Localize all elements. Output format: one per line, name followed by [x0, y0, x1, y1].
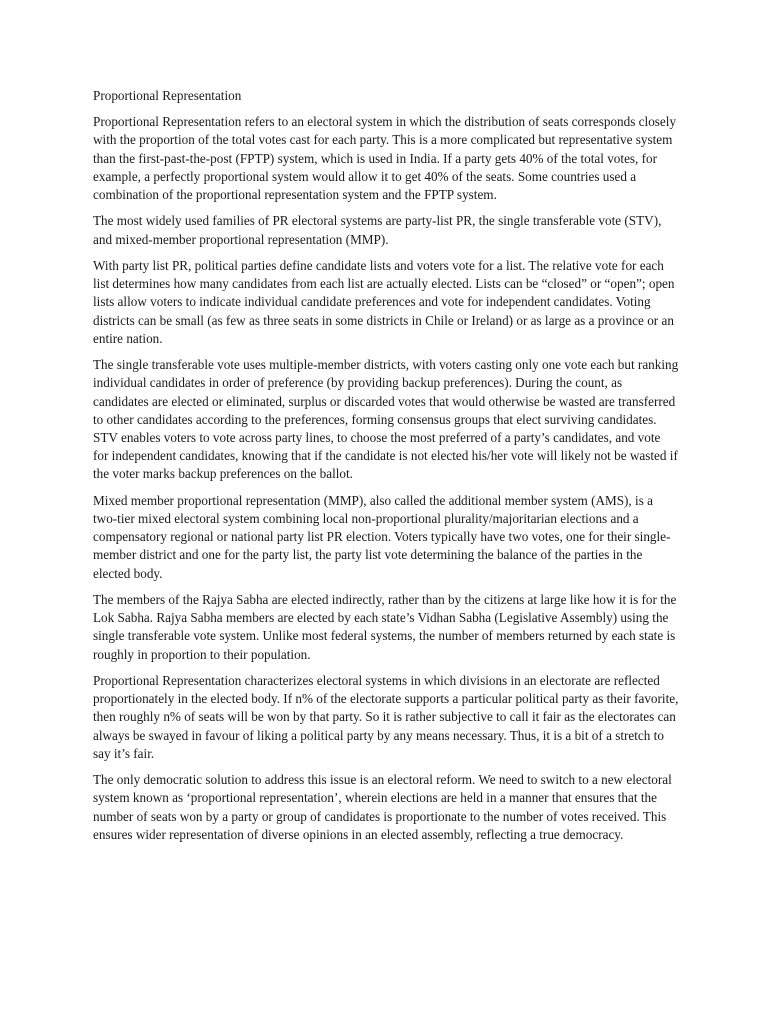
document-title: Proportional Representation [93, 88, 242, 103]
paragraph-rajya-sabha: The members of the Rajya Sabha are elected indirectly, rather than by the citizens at large like how it is for the Lok Sabha. Rajya Sabha members are elected by each state’s Vidhan Sabha (Legislative Assembly) using the single transferable vote system. Unlike most federal systems, the number of members returned by each state is roughly in proportion to their population. [93, 592, 677, 662]
paragraph-mmp: Mixed member proportional representation (MMP), also called the additional member system (AMS), is a two-tier mixed electoral system combining local non-proportional plurality/majoritarian elections and a compensatory regional or national party list PR election. Voters typically have two votes, one for their single-member district and one for the party list, the party list vote determining the balance of the parties in the elected body. [93, 492, 671, 581]
paragraph-electoral-reform: The only democratic solution to address this issue is an electoral reform. We need to switch to a new electoral system known as ‘proportional representation’, wherein elections are held in a manner that ensures that the number of seats won by a party or group of candidates is proportionate to the number of votes received. This ensures wider representation of diverse opinions in an elected assembly, reflecting a true democracy. [93, 772, 672, 842]
paragraph-party-list: With party list PR, political parties define candidate lists and voters vote for a list. The relative vote for each list determines how many candidates from each list are actually elected. Lists can be “closed” or “open”; open lists allow voters to indicate individual candidate preferences and vote for independent candidates. Voting districts can be small (as few as three seats in some districts in Chile or Ireland) or as large as a province or an entire nation. [93, 258, 675, 346]
paragraph-stv: The single transferable vote uses multiple-member districts, with voters casting only one vote each but ranking individual candidates in order of preference (by providing backup preferences). During the count, as candidates are elected or eliminated, surplus or discarded votes that would otherwise be wasted are transferred to other candidates according to the preferences, forming consensus groups that elect surviving candidates. STV enables voters to vote across party lines, to choose the most preferred of a party’s candidates, and vote for independent candidates, knowing that if the candidate is not elected his/her vote will likely not be wasted if the voter marks backup preferences on the ballot. [93, 357, 679, 482]
document-page [93, 87, 679, 852]
paragraph-definition: Proportional Representation refers to an electoral system in which the distribution of seats corresponds closely with the proportion of the total votes cast for each party. This is a more complicated but representative system than the first-past-the-post (FPTP) system, which is used in India. If a party gets 40% of the total votes, for example, a perfectly proportional system would allow it to get 40% of the seats. Some countries used a combination of the proportional representation system and the FPTP system. [93, 114, 677, 203]
paragraph-characterization: Proportional Representation characterizes electoral systems in which divisions in an electorate are reflected proportionately in the elected body. If n% of the electorate supports a particular political party as their favorite, then roughly n% of seats will be won by that party. So it is rather subjective to call it fair as the electorates can always be swayed in favour of liking a political party by any means necessary. Thus, it is a bit of a stretch to say it’s fair. [93, 673, 679, 761]
paragraph-families: The most widely used families of PR electoral systems are party-list PR, the single transferable vote (STV), and mixed-member proportional representation (MMP). [93, 213, 662, 247]
